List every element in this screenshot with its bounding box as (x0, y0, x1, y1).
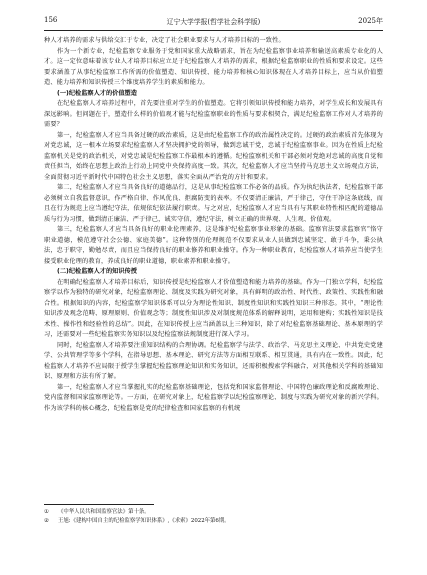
footnote-mark: ② (44, 518, 49, 524)
footnote-text: 王旭:《建构中国自主的纪检监察学知识体系》,《求索》2022年第6期。 (58, 518, 230, 524)
paragraph: 第一，纪检监察人才应当具备过硬的政治素质，这是由纪检监察工作的政治属性决定的。过硬的政治素质首先体现为对党忠诚，这一根本立场要求纪检监察人才坚决拥护党的领导，做到忠诚干党，忠诚于纪检监察事业。因为在性质上纪检监察机关是党的政治机关，对党忠诚是纪检监察工作最根本的遵循。纪检监察机关和干部必须对党绝对忠诚的高度自觉和责任担当，始终在思想上政治上行动上同党中央保持高度一致。其次，纪检监察人才应当坚持马克思主义立场观点方法，全面贯彻习近平新时代中国特色社会主义思想，落实全面从严治党的方针和要求。 (44, 131, 383, 181)
footnote-mark: ① (44, 509, 49, 515)
paragraph: 同时，纪检监察人才培养要注重知识结构的合理协调。纪检监察学与法学、政治学、马克思主义理论、中共党史党建学、公共管理学等多个学科，在指导思想、基本理论、研究方法等方面相互联系、相互贯通，具有内在一致性。因此，纪检监察人才培养不应局限于授学生掌握纪检监察理论知识和实务知识，还需积极搜索学科融合，对其他相关学科的基础知识、原理和方法有所了解。 (44, 341, 383, 380)
running-header (44, 16, 383, 28)
article-body (44, 36, 383, 500)
footnote-text: 《中华人民共和国监察官法》第十条。 (58, 509, 150, 515)
paragraph: 第二，纪检监察人才应当具备良好的道德品行，这是从事纪检监察工作必备的品质。作为执纪执法者，纪检监察干部必须树立自我监督意识，作严格自律、作风优良、拒腐防变的表率。不仅要清正廉洁，严于律己，守住干净这条底线，而且在行为规范上应当遵纪守法，依规依纪依法履行职责。与之对应，纪检监察人才应当具有与其职业特性相匹配的道德品质与行为习惯，做到清正廉洁、严于律己，诚实守信，遵纪守法，树立正确的世界观、人生观、价值观。 (44, 184, 383, 223)
section-heading: (一)纪检监察人才的价值塑造 (57, 89, 137, 97)
paragraph: 作为一个新专业，纪检监察专业服务于党和国家重大战略需求，旨在为纪检监察事业培养和输送高素质专业化的人才。这一定位意味着该专业人才培养目标应立足于纪检监察人才培养的需求，根据纪检监察职业的性质和要求设定。这些要求涵盖了从事纪检监察工作所需的价值塑造、知识传授、能力培养和核心知识体现在人才培养目标上，应当从价值塑造、能力培养和知识传授三个维度培养学生的素质和能力。 (44, 47, 383, 86)
paragraph: 种人才培养的需求与供给交汇于专业，决定了社会职业要求与人才培养目标的一致性。 (44, 37, 285, 44)
paragraph: 第三，纪检监察人才应当具备良好的职业伦理素养，这是维护纪检监察事业形象的基础。监察官法要求监察官“恪守职业道德，模范遵守社会公德、家庭美德”。这种特别的伦理规范不仅要求从业人员做到忠诚坚定、敢于斗争，秉公执法，忠于职守，勤勉尽责，而且应当保持良好的职业修养和职业操守。作为一种职业教育，纪检监察人才培养应当使学生接受职业伦理的教育，养成良好的职业道德，职业素养和职业操守。 (44, 226, 383, 265)
page-number: 156 (44, 16, 58, 24)
header-rule (44, 30, 383, 31)
publication-year: 2025年 (358, 17, 383, 25)
paragraph: 在纪检监察人才培养过程中，首先要注重对学生的价值塑造。它将引领知识传授和能力培养，对学生成长和发展具有深远影响。但问题在于，塑造什么样的价值观才能与纪检监察职业的性质与要求相契合，满足纪检监察工作对人才培养的需要？ (44, 100, 383, 128)
footnote (44, 508, 383, 517)
paragraph: 第一，纪检监察人才应当掌握扎实的纪检监察基础理论，包括党和国家监督理论、中国特色廉政理论和反腐败理论、党内监督和国家监察理论等。一方面，在研究对象上，纪检监察学以纪检监察理论、制度与实践为研究对象的新兴学科。作为该学科的核心概念，纪检监察是党的纪律检查和国家监察的有机统 (44, 383, 383, 412)
footnotes (44, 508, 383, 526)
section-heading: (二)纪检监察人才的知识传授 (57, 268, 137, 275)
footnote (44, 517, 383, 526)
paragraph: 在明确纪检监察人才培养目标后，知识传授是纪检监察人才价值塑造和能力培养的基础。作为一门独立学科，纪检监察学以作为独特的研究对象，纪检监察理论、制度及实践为研究对象，具有鲜明的政治性、时代性、政策性、实践性和融合性。根据知识的内容，纪检监察学知识体系可以分为理论性知识、制度性知识和实践性知识三种形态。其中，“理论性知识涉及观念范畴、原理原则、价值观念等；制度性知识涉及对制度规范体系的解释说明，运用和建构；实践性知识是技术性、操作性和经验性的总结”。因此，在知识传授上应当涵盖以上三种知识，除了对纪检监察基础理论、基本原理的学习，还需要对一些纪检监察实务知识以及纪检监察法规制度进行深入学习。 (44, 278, 383, 338)
footnote-rule (44, 504, 154, 505)
journal-title: 辽宁大学学报(哲学社会科学版) (166, 18, 261, 26)
